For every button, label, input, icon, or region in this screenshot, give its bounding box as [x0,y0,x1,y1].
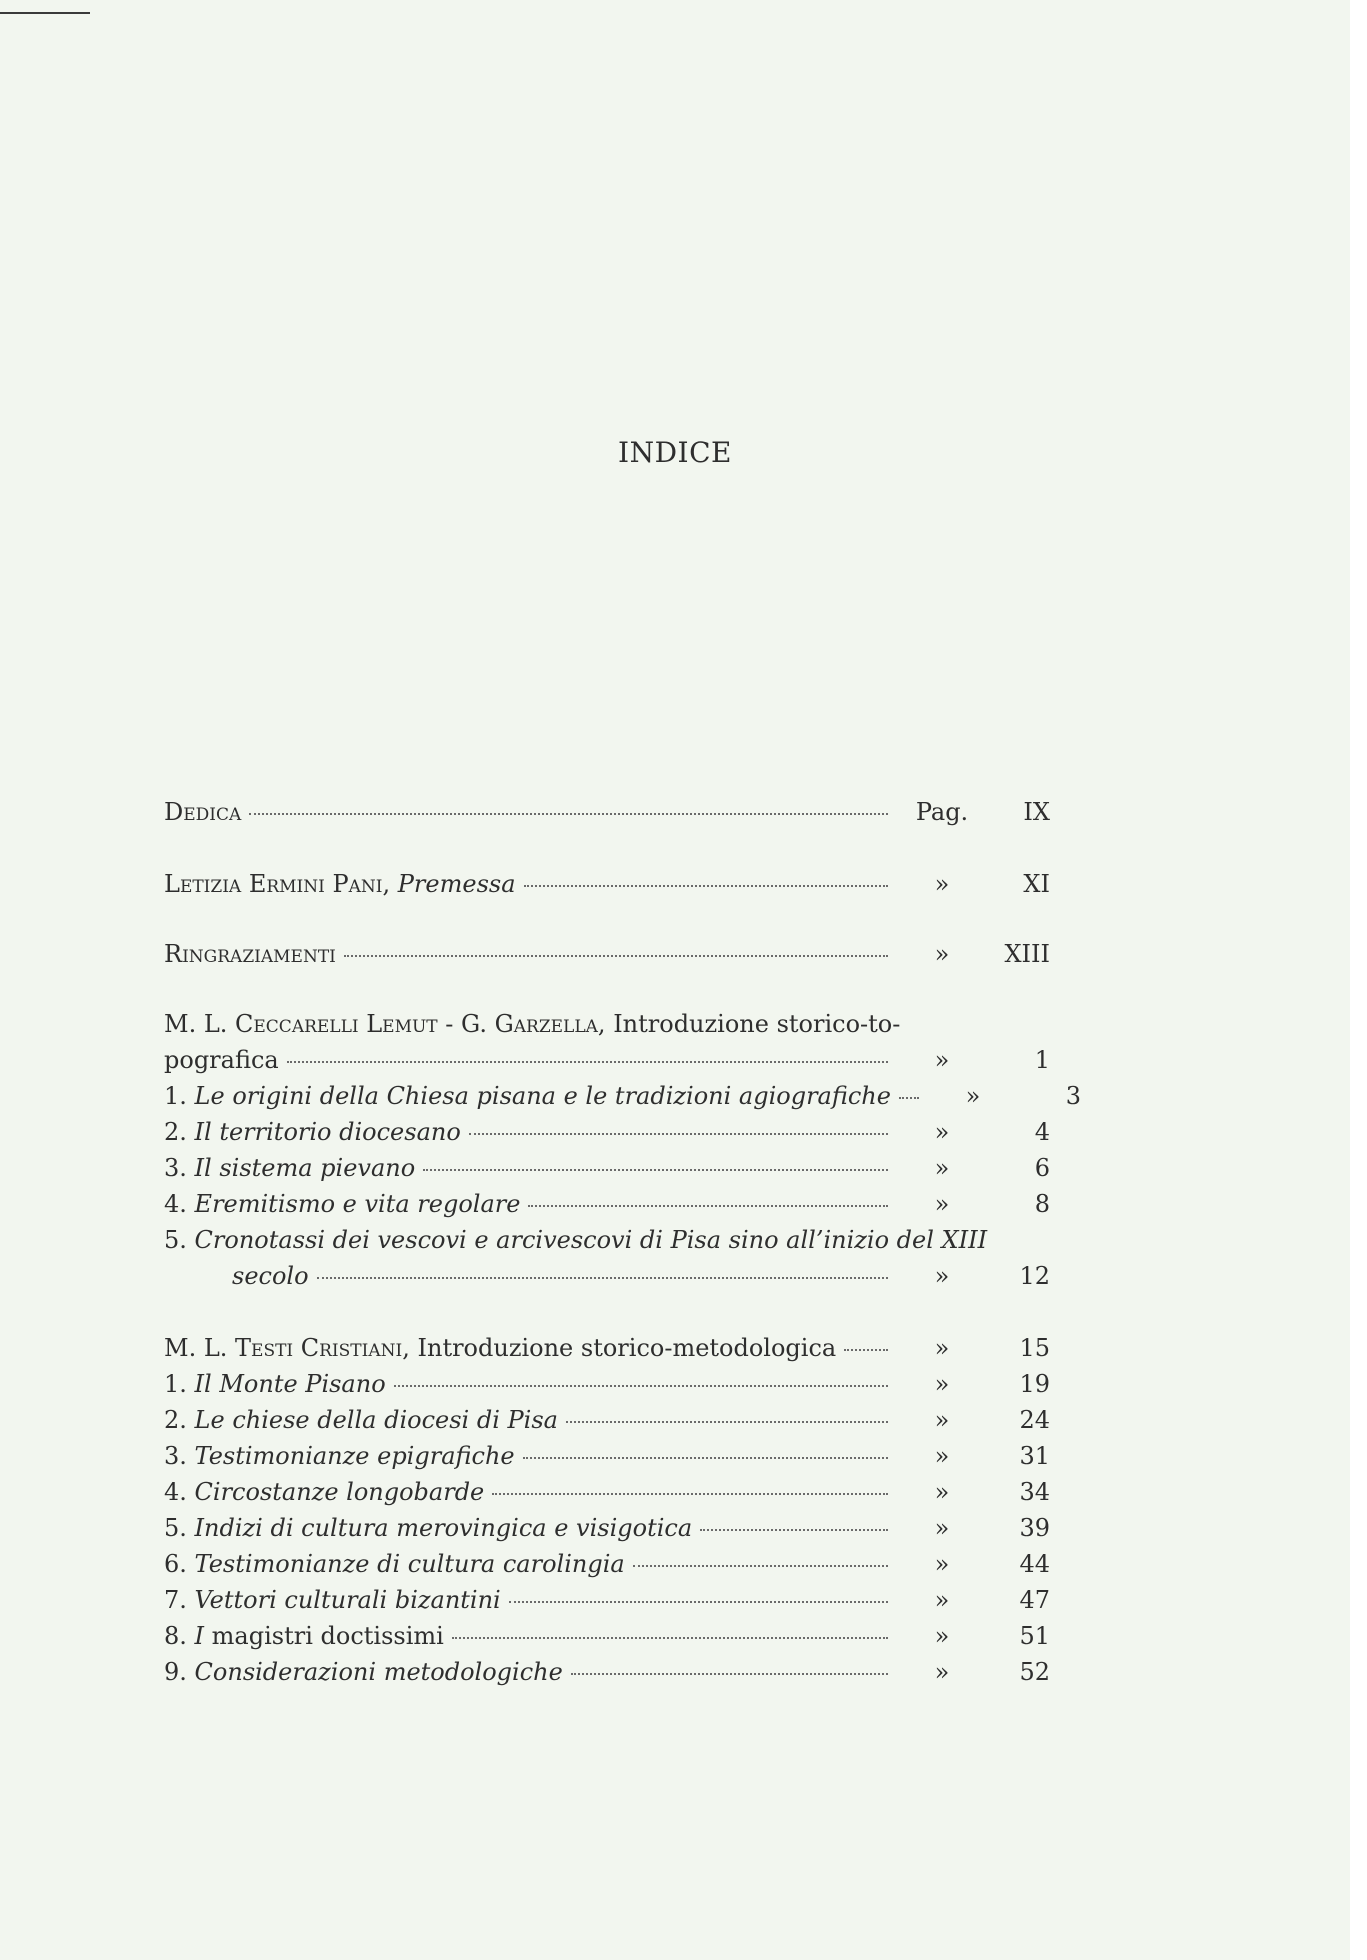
toc-entry-separator: » [965,1082,981,1110]
scan-edge-mark [0,12,90,14]
toc-subentry-text [164,1550,625,1578]
toc-entry-separator: » [934,940,950,968]
toc-subentry-number: 2. [164,1118,187,1146]
toc-entry-separator: » [934,1586,950,1614]
toc-subentry-title: Il sistema pievano [194,1154,416,1182]
toc-entry-author: M. L. Ceccarelli Lemut - G. Garzella, [164,1010,606,1038]
toc-subentry-heading [164,1226,1050,1260]
toc-subentry [164,1442,1050,1476]
toc-subentry-title: Il territorio diocesano [194,1118,461,1146]
toc-subentry-number: 2. [164,1406,187,1434]
toc-subentry-title-roman: magistri doctissimi [211,1622,444,1650]
toc-subentry [164,1118,1050,1152]
leader-dots [394,1385,888,1387]
toc-entry-separator: » [934,1514,950,1542]
toc-entry-separator: » [934,1658,950,1686]
toc-entry-title: Introduzione storico-to- [613,1010,901,1038]
toc-entry [164,1046,1050,1080]
leader-dots [844,1349,888,1351]
toc-entry-separator: » [934,1154,950,1182]
toc-entry-page: 39 [1019,1514,1050,1542]
toc-subentry-title: Il Monte Pisano [194,1370,386,1398]
toc-subentry-number: 5. [164,1514,187,1542]
toc-entry-separator: » [934,1334,950,1362]
toc-entry [164,940,1050,974]
toc-subentry [164,1550,1050,1584]
toc-subentry-text [164,1226,987,1254]
toc-subentry [164,1514,1050,1548]
toc-subentry-title-cont: secolo [232,1262,309,1290]
toc-subentry [164,1190,1050,1224]
toc-subentry-title: Le origini della Chiesa pisana e le tradizioni agiografiche [194,1082,891,1110]
toc-entry-separator: Pag. [915,798,969,826]
toc-entry-page: XIII [1004,940,1050,968]
leader-dots [524,885,888,887]
toc-entry-page: 51 [1019,1622,1050,1650]
leader-dots [492,1493,888,1495]
toc-entry-separator: » [934,1190,950,1218]
toc-subentry-number: 8. [164,1622,187,1650]
toc-subentry-number: 4. [164,1190,187,1218]
toc-subentry-title: Eremitismo e vita regolare [194,1190,521,1218]
toc-entry-separator: » [934,1046,950,1074]
toc-subentry [164,1154,1050,1188]
toc-entry-page: 19 [1019,1370,1050,1398]
toc-subentry-text [164,1442,515,1470]
leader-dots [344,955,888,957]
toc-subentry [164,1478,1050,1512]
toc-entry-text [164,1010,900,1038]
toc-subentry-number: 1. [164,1370,187,1398]
toc-entry-page: 44 [1019,1550,1050,1578]
toc-subentry-title: Cronotassi dei vescovi e arcivescovi di Pisa sino all’inizio del XIII [194,1226,988,1254]
toc-subentry [164,1586,1050,1620]
toc-entry-separator: » [934,1370,950,1398]
toc-subentry-number: 9. [164,1658,187,1686]
toc-entry-text [164,870,516,898]
toc-entry-heading [164,1010,1050,1044]
toc-subentry-title: Le chiese della diocesi di Pisa [194,1406,558,1434]
toc-subentry-title: Circostanze longobarde [194,1478,485,1506]
toc-subentry-number: 4. [164,1478,187,1506]
toc-subentry [164,1406,1050,1440]
leader-dots [249,813,888,815]
toc-subentry-text [164,1586,501,1614]
toc-entry-separator: » [934,1262,950,1290]
toc-entry-page: 31 [1019,1442,1050,1470]
toc-entry-author: Letizia Ermini Pani, [164,870,391,898]
toc-entry-title: Premessa [397,870,516,898]
toc-entry-page: 47 [1019,1586,1050,1614]
leader-dots [452,1637,888,1639]
toc-subentry-title: Considerazioni metodologiche [194,1658,563,1686]
leader-dots [899,1097,919,1099]
toc-entry-page: 24 [1019,1406,1050,1434]
toc-subentry-number: 3. [164,1154,187,1182]
toc-entry-page: 1 [1034,1046,1050,1074]
toc-subentry [164,1658,1050,1692]
toc-entry-title: Ringraziamenti [164,940,336,968]
toc-subentry [164,1082,1081,1116]
toc-subentry-title: Vettori culturali bizantini [194,1586,501,1614]
toc-entry-title: Dedica [164,798,242,826]
toc-entry-page: 15 [1019,1334,1050,1362]
toc-subentry-title: Testimonianze epigrafiche [194,1442,515,1470]
leader-dots [571,1673,888,1675]
toc-subentry-text [164,1370,386,1398]
toc-subentry-text [164,1154,415,1182]
leader-dots [633,1565,888,1567]
leader-dots [528,1205,888,1207]
toc-subentry-title: Testimonianze di cultura carolingia [194,1550,625,1578]
toc-subentry-text [164,1478,484,1506]
leader-dots [317,1277,888,1279]
toc-entry-page: 6 [1034,1154,1050,1182]
toc-subentry-number: 5. [164,1226,187,1254]
leader-dots [523,1457,888,1459]
toc-subentry-text [164,1658,563,1686]
toc-entry [164,798,1050,832]
leader-dots [469,1133,888,1135]
toc-entry [164,870,1050,904]
leader-dots [423,1169,888,1171]
toc-subentry-number: 6. [164,1550,187,1578]
toc-subentry [164,1622,1050,1656]
toc-entry-page: 4 [1034,1118,1050,1146]
toc-entry-separator: » [934,1622,950,1650]
toc-entry [164,1334,1050,1368]
toc-entry-page: XI [1023,870,1050,898]
toc-entry-text [164,1334,836,1362]
toc-entry-separator: » [934,1550,950,1578]
toc-subentry [164,1370,1050,1404]
toc-entry-page: 52 [1019,1658,1050,1686]
toc-subentry-text [164,1082,891,1110]
toc-subentry-title-italic: I [194,1622,205,1650]
page-title: INDICE [618,436,732,469]
toc-subentry [164,1262,1050,1296]
toc-entry-separator: » [934,1442,950,1470]
toc-entry-separator: » [934,1478,950,1506]
leader-dots [287,1061,888,1063]
toc-subentry-text [164,1514,692,1542]
toc-entry-page: 34 [1019,1478,1050,1506]
toc-subentry-title: Indizi di cultura merovingica e visigotica [194,1514,693,1542]
toc-entry-title: Introduzione storico-metodologica [417,1334,837,1362]
toc-entry-page: 8 [1034,1190,1050,1218]
toc-entry-page: 3 [1065,1082,1081,1110]
toc-entry-author: M. L. Testi Cristiani, [164,1334,410,1362]
toc-subentry-text [164,1190,520,1218]
toc-entry-separator: » [934,870,950,898]
toc-subentry-number: 1. [164,1082,187,1110]
toc-subentry-text [164,1406,558,1434]
toc-entry-separator: » [934,1406,950,1434]
toc-entry-separator: » [934,1118,950,1146]
toc-subentry-number: 3. [164,1442,187,1470]
toc-entry-page: 12 [1019,1262,1050,1290]
toc-entry-title-cont: pografica [164,1046,279,1074]
leader-dots [509,1601,888,1603]
leader-dots [566,1421,888,1423]
toc-subentry-number: 7. [164,1586,187,1614]
toc-entry-page: IX [1023,798,1050,826]
leader-dots [700,1529,888,1531]
toc-subentry-text [164,1622,444,1650]
toc-subentry-text [164,1118,461,1146]
